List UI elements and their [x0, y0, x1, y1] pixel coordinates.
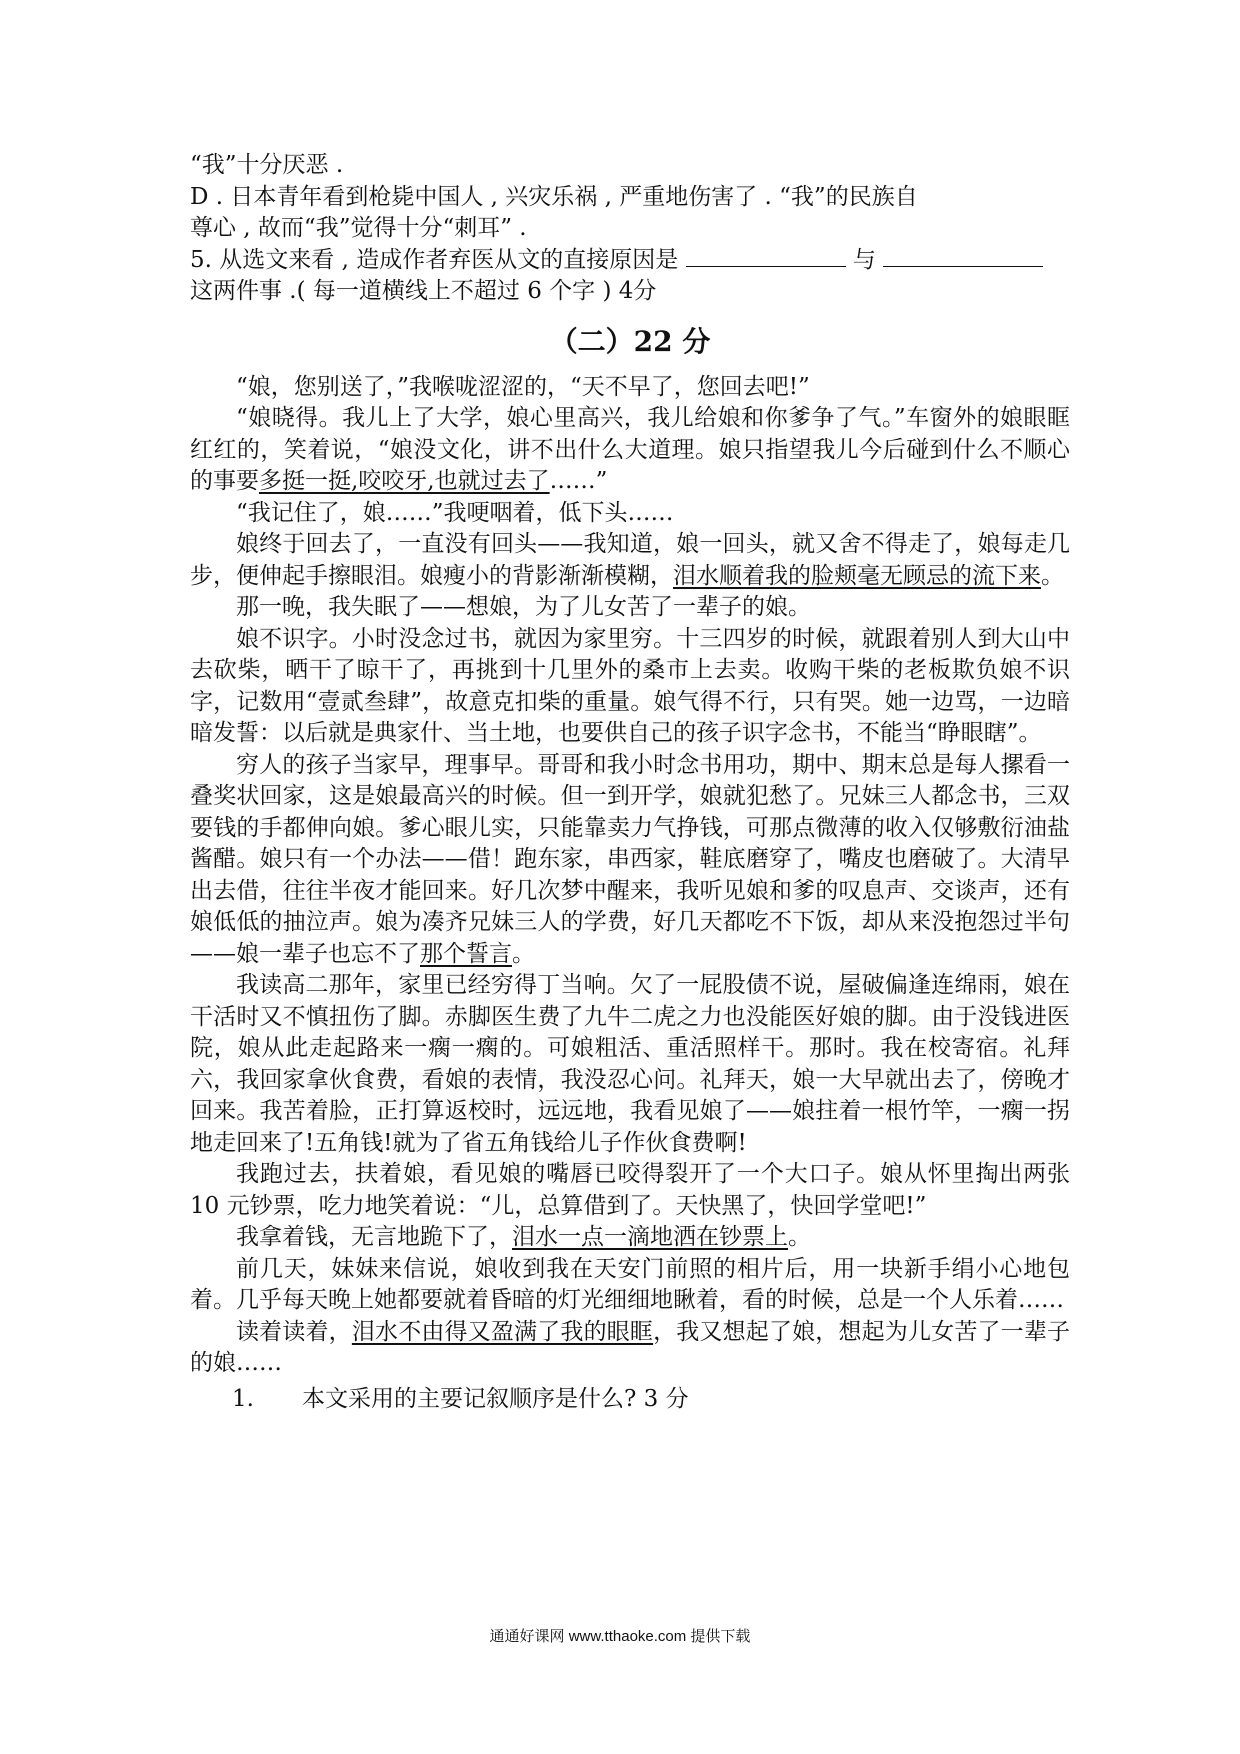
section-title: （二）22 分: [549, 324, 711, 358]
underlined-phrase-1: 多挺一挺,咬咬牙,也就过去了: [259, 468, 550, 494]
paragraph-10: [190, 1222, 1070, 1254]
question-5-line1: [190, 245, 1070, 277]
paragraph-2-end: ……”: [549, 468, 608, 494]
underlined-phrase-3: 那个誓言: [420, 940, 512, 967]
underlined-phrase-4: 泪水一点一滴地洒在钞票上: [512, 1224, 788, 1250]
answer-blank-2[interactable]: [883, 248, 1043, 267]
paragraph-8: 我读高二那年，家里已经穷得丁当响。欠了一屁股债不说，屋破偏逢连绵雨，娘在干活时又不慎扭伤了脚。赤脚医生费了九牛二虎之力也没能医好娘的脚。由于没钱进医院，娘从此走起路来一瘸一瘸的。可娘粗活、重活照样干。那时。我在校寄宿。礼拜六，我回家拿伙食费，看娘的表情，我没忍心问。礼拜天，娘一大早就出去了，傍晚才回来。我苦着脸，正打算返校时，远远地，我看见娘了——娘拄着一根竹竿，一瘸一拐地走回来了!五角钱!就为了省五角钱给儿子作伙食费啊!: [190, 972, 1070, 1156]
paragraph-11: 前几天，妹妹来信说，娘收到我在天安门前照的相片后，用一块新手绢小心地包着。几乎每天晚上她都要就着昏暗的灯光细细地瞅着，看的时候，总是一个人乐着……: [190, 1255, 1070, 1313]
paragraph-3: “我记住了，娘……”我哽咽着，低下头……: [236, 499, 674, 526]
underlined-phrase-2: 泪水顺着我的脸颊毫无顾忌的流下来: [673, 562, 1041, 589]
page-content: [190, 150, 1070, 1415]
paragraph-7-text: 穷人的孩子当家早，理事早。哥哥和我小时念书用功，期中、期末总是每人摞看一叠奖状回家，这是娘最高兴的时候。但一到开学，娘就犯愁了。兄妹三人都念书，三双要钱的手都伸向娘。爹心眼儿实，只能靠卖力气挣钱，可那点微薄的收入仅够敷衍油盐酱醋。娘只有一个办法——借！跑东家，串西家，鞋底磨穿了，嘴皮也磨破了。大清早出去借，往往半夜才能回来。好几次梦中醒来，我听见娘和爹的叹息声、交谈声，还有娘低低的抽泣声。娘为凑齐兄妹三人的学费，好几天都吃不下饭，却从来没抱怨过半句——娘一辈子也忘不了: [190, 751, 1070, 967]
paragraph-4-text: 娘终于回去了，一直没有回头——我知道，娘一回头，就又舍不得走了，娘每走几步，便伸起手擦眼泪。娘瘦小的背影渐渐模糊，: [190, 531, 1070, 589]
paragraph-2: [190, 403, 1070, 498]
question-5-prefix: 5. 从选文来看 , 造成作者弃医从文的直接原因是: [190, 246, 679, 273]
option-d-line2: 尊心 , 故而“我”觉得十分“刺耳” .: [190, 215, 527, 241]
page-footer: 通通好课网 www.tthaoke.com 提供下载: [489, 1628, 751, 1645]
paragraph-7-end: 。: [512, 940, 535, 967]
paragraph-12: [190, 1317, 1070, 1380]
reading-passage: [190, 372, 1070, 1380]
paragraph-5: 那一晚，我失眠了——想娘，为了儿女苦了一辈子的娘。: [236, 594, 811, 620]
answer-blank-1[interactable]: [686, 248, 846, 267]
paragraph-9: 我跑过去，扶着娘，看见娘的嘴唇已咬得裂开了一个大口子。娘从怀里掏出两张 10 元钞票，吃力地笑着说：“儿，总算借到了。天快黑了，快回学堂吧!”: [190, 1161, 1070, 1219]
paragraph-10-text: 我拿着钱，无言地跪下了，: [236, 1224, 512, 1250]
paragraph-1: “娘，您别送了，”我喉咙涩涩的，“天不早了，您回去吧!”: [236, 373, 810, 400]
question-1-number: 1.: [232, 1385, 254, 1412]
question-1-text: 本文采用的主要记叙顺序是什么? 3 分: [302, 1385, 689, 1412]
paragraph-12-end: ，我又想起了娘，想起为儿女苦了一辈子的娘……: [190, 1318, 1071, 1376]
underlined-phrase-5: 泪水不由得又盈满了我的眼眶: [351, 1318, 654, 1345]
question-5-line2: 这两件事 .( 每一道横线上不超过 6 个字 ) 4分: [190, 278, 657, 304]
paragraph-6: 娘不识字。小时没念过书，就因为家里穷。十三四岁的时候，就跟着别人到大山中去砍柴，晒干了晾干了，再挑到十几里外的桑市上去卖。收购干柴的老板欺负娘不识字，记数用“壹贰叁肆”，故意克扣柴的重量。娘气得不行，只有哭。她一边骂，一边暗暗发誓：以后就是典家什、当土地，也要供自己的孩子识字念书，不能当“睁眼瞎”。: [190, 625, 1070, 746]
option-d-line1: D . 日本青年看到枪毙中国人 , 兴灾乐祸 , 严重地伤害了 . “我”的民族自: [190, 183, 918, 210]
paragraph-4: [190, 529, 1070, 592]
prev-option-tail: “我”十分厌恶 .: [190, 152, 344, 178]
paragraph-2-text: “娘晓得。我儿上了大学，娘心里高兴，我儿给娘和你爹争了气。”车窗外的娘眼眶红红的，笑着说，“娘没文化，讲不出什么大道理。娘只指望我儿今后碰到什么不顺心的事要: [190, 405, 1070, 494]
paragraph-4-end: 。: [1041, 562, 1064, 589]
question-5-mid: 与: [852, 246, 876, 273]
paragraph-7: [190, 750, 1070, 971]
paragraph-12-text: 读着读着，: [236, 1318, 352, 1345]
paragraph-10-end: 。: [788, 1224, 811, 1250]
question-1: [190, 1384, 1070, 1416]
